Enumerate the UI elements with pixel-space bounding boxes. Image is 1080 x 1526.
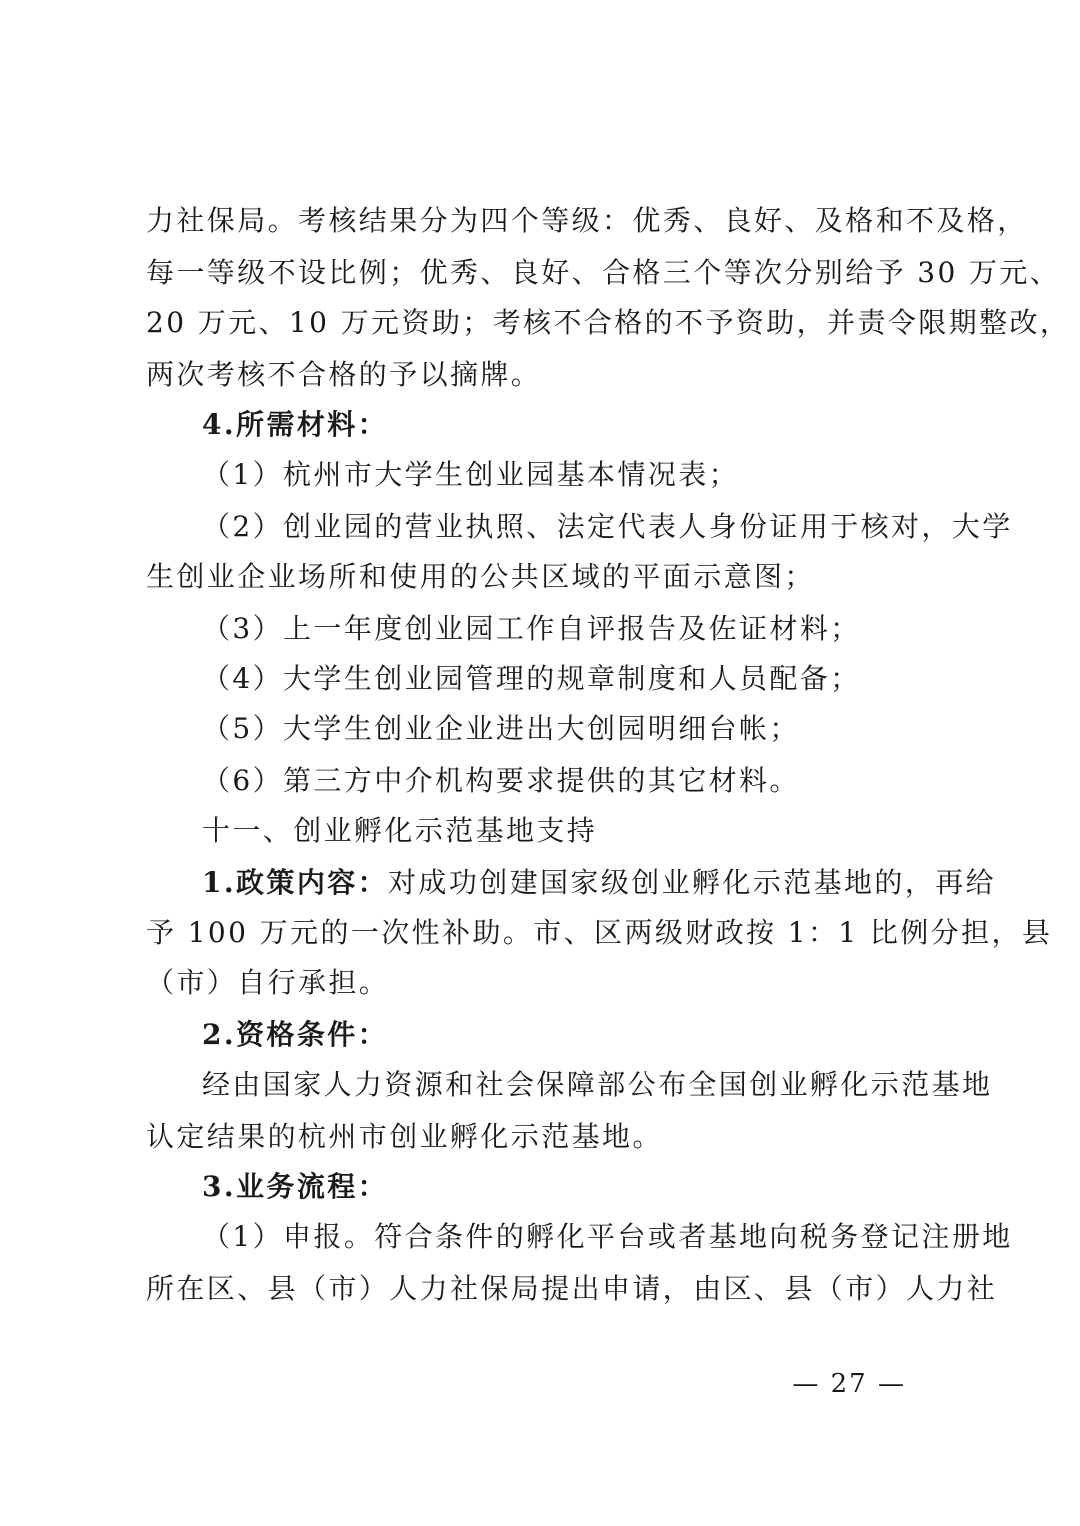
text-line: 认定结果的杭州市创业孵化示范基地。 [146, 1120, 663, 1153]
section-heading-process: 3.业务流程： [202, 1170, 389, 1203]
policy-content-paragraph [202, 858, 997, 908]
list-item: （4）大学生创业园管理的规章制度和人员配备； [202, 662, 861, 695]
text-line: 20 万元、10 万元资助；考核不合格的不予资助，并责令限期整改， [146, 306, 1071, 339]
text-line: 经由国家人力资源和社会保障部公布全国创业孵化示范基地 [202, 1068, 993, 1101]
list-item: （1）申报。符合条件的孵化平台或者基地向税务登记注册地 [202, 1220, 1013, 1253]
text-line: 所在区、县（市）人力社保局提出申请，由区、县（市）人力社 [146, 1272, 998, 1305]
page-number: — 27 — [792, 1369, 906, 1399]
text-line: 予 100 万元的一次性补助。市、区两级财政按 1：1 比例分担，县 [146, 916, 1053, 949]
list-item: （6）第三方中介机构要求提供的其它材料。 [202, 764, 800, 797]
policy-content-text: 对成功创建国家级创业孵化示范基地的，再给 [388, 866, 997, 899]
list-item: （3）上一年度创业园工作自评报告及佐证材料； [202, 612, 861, 645]
policy-content-label: 1.政策内容： [202, 866, 389, 899]
section-heading-qualifications: 2.资格条件： [202, 1018, 389, 1051]
text-line: （市）自行承担。 [146, 966, 390, 999]
text-line: 生创业企业场所和使用的公共区域的平面示意图； [146, 560, 815, 593]
text-line: 每一等级不设比例；优秀、良好、合格三个等次分别给予 30 万元、 [146, 256, 1061, 289]
list-item: （5）大学生创业企业进出大创园明细台帐； [202, 712, 800, 745]
text-line: 两次考核不合格的予以摘牌。 [146, 358, 542, 391]
section-heading-materials: 4.所需材料： [202, 408, 389, 441]
list-item: （1）杭州市大学生创业园基本情况表； [202, 458, 740, 491]
text-line: 力社保局。考核结果分为四个等级：优秀、良好、及格和不及格， [146, 204, 1028, 237]
list-item: （2）创业园的营业执照、法定代表人身份证用于核对，大学 [202, 510, 1013, 543]
chapter-heading: 十一、创业孵化示范基地支持 [202, 814, 598, 847]
